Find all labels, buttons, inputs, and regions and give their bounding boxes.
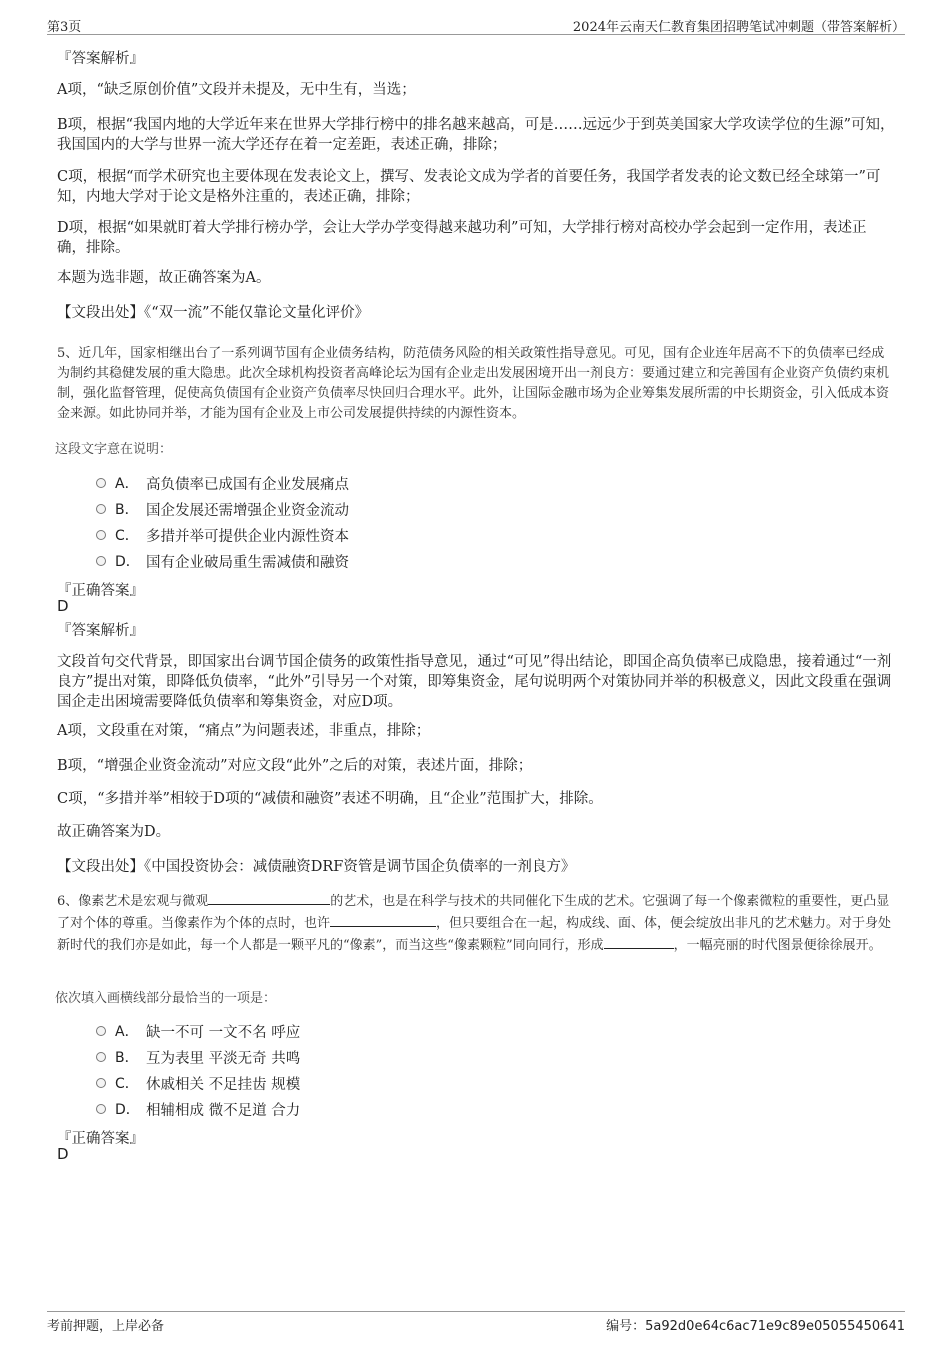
q5-source: 【文段出处】《中国投资协会：减债融资DRF资管是调节国企负债率的一剂良方》 <box>57 859 576 875</box>
option-letter: B． <box>115 502 139 518</box>
option-text: 休戚相关 不足挂齿 规模 <box>146 1077 301 1093</box>
q6-stem: 依次填入画横线部分最恰当的一项是： <box>55 991 277 1006</box>
document-code <box>606 1315 905 1334</box>
q5-answer: D <box>57 597 69 615</box>
q4-conclusion: 本题为选非题，故正确答案为A。 <box>57 270 271 286</box>
document-title: 2024年云南天仁教育集团招聘笔试冲刺题（带答案解析） <box>572 20 905 35</box>
fill-blank-1 <box>208 890 330 905</box>
option-letter: B． <box>115 1050 139 1066</box>
q5-conclusion: 故正确答案为D。 <box>57 824 171 840</box>
q4-analysis-d: D项，根据“如果就盯着大学排行榜办学，会让大学办学变得越来越功利”可知，大学排行榜对高校办学会起到一定作用，表述正确，排除。 <box>57 220 867 256</box>
q4-analysis-b: B项，根据“我国内地的大学近年来在世界大学排行榜中的排名越来越高，可是……远远少于到英美国家大学攻读学位的生源”可知，我国国内的大学与世界一流大学还存在着一定差距，表述正确，排除； <box>57 117 895 153</box>
q6-text-part1: 6、像素艺术是宏观与微观 <box>57 894 209 909</box>
q4-analysis-a: A项，“缺乏原创价值”文段并未提及，无中生有，当选； <box>57 82 416 98</box>
option-text: 国企发展还需增强企业资金流动 <box>146 503 349 519</box>
page-number: 第3页 <box>47 20 82 35</box>
q5-analysis-c: C项，“多措并举”相较于D项的“减债和融资”表述不明确，且“企业”范围扩大，排除。 <box>57 791 603 807</box>
option-text: 相辅相成 微不足道 合力 <box>146 1103 301 1119</box>
q5-analysis-label: 『答案解析』 <box>57 623 144 639</box>
option-text: 多措并举可提供企业内源性资本 <box>146 529 349 545</box>
option-letter: D． <box>115 554 140 570</box>
page-footer <box>47 1311 905 1332</box>
q6-answer-label: 『正确答案』 <box>57 1131 144 1147</box>
q5-question-text: 5、近几年，国家相继出台了一系列调节国有企业债务结构，防范债务风险的相关政策性指导意见。可见，国有企业连年居高不下的负债率已经成为制约其稳健发展的重大隐患。此次全球机构投资者高峰论坛为国有企业走出发展困境开出一剂良方：要通过建立和完善国有企业资产负债约束机制，强化监督管理，促使高负债国有企业资产负债率尽快回归合理水平。此外，让国际金融市场为企业筹集发展所需的中长期资金，引入低成本资金来源。如此协同并举，才能为国有企业及上市公司发展提供持续的内源性资本。 <box>57 346 890 421</box>
page-header <box>47 14 905 35</box>
q6-text-part4: ，一幅亮丽的时代图景便徐徐展开。 <box>673 938 882 953</box>
option-text: 国有企业破局重生需减债和融资 <box>146 555 349 571</box>
q5-analysis-main: 文段首句交代背景，即国家出台调节国企债务的政策性指导意见，通过“可见”得出结论，即国企高负债率已成隐患，接着通过“一剂良方”提出对策，即降低负债率，“此外”引导另一个对策，即筹集资金，尾句说明两个对策协同并举的积极意义，因此文段重在强调国企走出困境需要降低负债率和筹集资金，对应D项。 <box>57 654 892 710</box>
fill-blank-3 <box>604 934 674 949</box>
option-text: 缺一不可 一文不名 呼应 <box>146 1025 301 1041</box>
radio-icon[interactable] <box>96 1104 106 1114</box>
option-letter: D． <box>115 1102 140 1118</box>
q5-analysis-a: A项，文段重在对策，“痛点”为问题表述，非重点，排除； <box>57 723 431 739</box>
radio-icon[interactable] <box>96 1052 106 1062</box>
option-letter: A． <box>115 1024 139 1040</box>
q6-question-text <box>57 890 897 956</box>
q5-analysis-b: B项，“增强企业资金流动”对应文段“此外”之后的对策，表述片面，排除； <box>57 758 533 774</box>
radio-icon[interactable] <box>96 478 106 488</box>
option-letter: A． <box>115 476 139 492</box>
code-label: 编号： <box>606 1319 646 1334</box>
code-value: 5a92d0e64c6ac71e9c89e05055450641 <box>645 1319 905 1334</box>
radio-icon[interactable] <box>96 1078 106 1088</box>
q6-text-part2: 的艺术，也是在科学与技术的共同催化下生成的艺术。它强调了每一个像素微粒的重要性，更凸显了对个体的尊重。当像素作为个体的点时，也许 <box>57 894 890 931</box>
option-letter: C． <box>115 528 139 544</box>
option-text: 互为表里 平淡无奇 共鸣 <box>146 1051 301 1067</box>
footer-slogan: 考前押题，上岸必备 <box>47 1319 165 1334</box>
q6-text-part3: ，但只要组合在一起，构成线、面、体，便会绽放出非凡的艺术魅力。对于身处新时代的我们亦是如此，每一个人都是一颗平凡的“像素”，而当这些“像素颗粒”同向同行，形成 <box>57 916 892 953</box>
q5-answer-label: 『正确答案』 <box>57 583 144 599</box>
option-text: 高负债率已成国有企业发展痛点 <box>146 477 349 493</box>
q6-answer: D <box>57 1145 69 1163</box>
radio-icon[interactable] <box>96 530 106 540</box>
option-letter: C． <box>115 1076 139 1092</box>
q5-stem: 这段文字意在说明： <box>55 442 173 457</box>
q4-analysis-label: 『答案解析』 <box>57 51 144 67</box>
q4-source: 【文段出处】《“双一流”不能仅靠论文量化评价》 <box>57 305 370 321</box>
q4-analysis-c: C项，根据“而学术研究也主要体现在发表论文上，撰写、发表论文成为学者的首要任务，我国学者发表的论文数已经全球第一”可知，内地大学对于论文是格外注重的，表述正确，排除； <box>57 169 881 205</box>
radio-icon[interactable] <box>96 556 106 566</box>
radio-icon[interactable] <box>96 504 106 514</box>
fill-blank-2 <box>330 912 436 927</box>
radio-icon[interactable] <box>96 1026 106 1036</box>
